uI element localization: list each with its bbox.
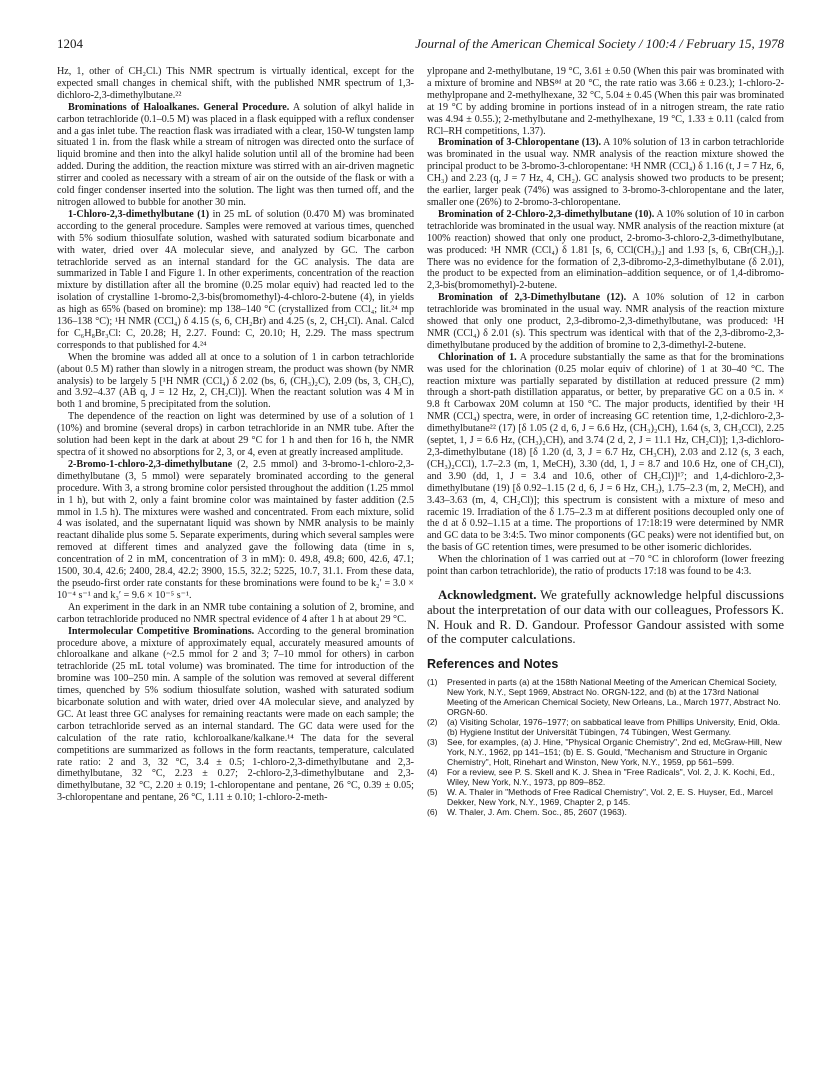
- reference-item: (4) For a review, see P. S. Skell and K. J. Shea in "Free Radicals", Vol. 2, J. K. Kochi, Ed., Wiley, New York, N.Y., 1973, pp 809–852.: [427, 767, 775, 788]
- paragraph: When the chlorination of 1 was carried out at −70 °C in chloroform (lower freezing point than carbon tetrachloride), the ratio of products 17:18 was found to be 4:3.: [427, 554, 784, 578]
- reference-item: (1) Presented in parts (a) at the 158th National Meeting of the American Chemical Society, New York, N.Y., Sept 1969, Abstract No. ORGN-122, and (b) at the 173rd National Meeting of the American Chemical Society, New Orleans, La., March 1977, Abstract No. ORGN-60.: [427, 677, 781, 718]
- journal-running-title: Journal of the American Chemical Society / 100:4 / February 15, 1978: [415, 36, 784, 51]
- paragraph: Bromination of 2-Chloro-2,3-dimethylbutane (10). A 10% solution of 10 in carbon tetrachloride was brominated in the usual way. NMR analysis of the reaction mixture (at 100% reaction) showed that only one product, 2-bromo-3-chloro-2,3-dimethylbutane, was produced: ¹H NMR (CCl₄) δ 1.81 [s, 6, CCl(CH₃)₂] and 1.93 [s, 6, CBr(CH₃)₂]. There was no evidence for the formation of 2,3-dibromo-2,3-dimethylbutane (δ 2.01), the product to be expected from an elimination–addition sequence, or of 1,4-dibromo-2,3-bis(bromomethyl)-2-butene.: [427, 208, 785, 292]
- paragraph: The dependence of the reaction on light was determined by use of a solution of 1 (10%) and bromine (several drops) in carbon tetrachloride in an NMR tube. After the solution had been kept in the dark at about 29 °C for 1 h and then for 16 h, the NMR spectra of it showed no absorptions for 2, 3, or 4, even at greatly increased amplitude.: [57, 411, 414, 458]
- reference-item: (3) See, for examples, (a) J. Hine, "Physical Organic Chemistry", 2nd ed, McGraw-Hill, New York, N.Y., 1962, pp 141–151; (b) E. S. Gould, "Mechanism and Structure in Organic Chemistry", Holt, Rinehart and Winston, New York, N.Y., 1959, pp 561–599.: [427, 737, 782, 768]
- paragraph: Hz, 1, other of CH₂Cl.) This NMR spectrum is virtually identical, except for the expected small changes in chemical shift, with the published NMR spectrum of 1,3-dichloro-2,3-dimethylbutane.²²: [57, 66, 414, 101]
- page-header: [57, 36, 784, 56]
- right-column: [427, 66, 784, 817]
- paragraph: Bromination of 3-Chloropentane (13). A 10% solution of 13 in carbon tetrachloride was brominated in the usual way. NMR analysis of the reaction mixture showed the principal product to be 3-bromo-3-chloropentane: ¹H NMR (CCl₄) δ 1.16 (t, J = 7 Hz, 6, CH₃) and 2.23 (q, J = 7 Hz, 4, CH₂). GC analysis showed two products to be present; the earlier, larger peak (74%) was assigned to 3-bromo-3-chloropentane and the later, smaller one (26%) to 2-bromo-3-chloropentane.: [427, 137, 784, 208]
- paragraph: Brominations of Haloalkanes. General Procedure. A solution of alkyl halide in carbon tetrachloride (0.1–0.5 M) was placed in a flask equipped with a reflux condenser and a gas inlet tube. The reaction flask was irradiated with a clear, 150-W tungsten lamp situated 1 in. from the flask while a stream of nitrogen was directed onto the surface of liquid bromine and then into the alkyl halide solution until all of the bromine had been added. During the addition, the reaction mixture was stirred with an air-driven magnetic stirrer and cooled as necessary with a stream of air on the outside of the flask or with a cold finger condenser inserted into the solution. The light was then turned off, and the nitrogen allowed to bubble for another 30 min.: [57, 101, 414, 208]
- paragraph: 2-Bromo-1-chloro-2,3-dimethylbutane (2, 2.5 mmol) and 3-bromo-1-chloro-2,3-dimethylbutane (3, 5 mmol) were separately brominated according to the general procedure. With 3, a strong bromine color persisted throughout the addition (1.25 mmol in 1 h), but with 2, only a faint bromine color was maintained by faster addition (2.5 mmol in 1.5 h). The mixtures were washed and concentrated. From each mixture, solid 4 was isolated, and the supernatant liquid was shown by NMR analysis to be mainly reactant dihalide plus some 5. Separate experiments, during which several samples were removed at different times and analyzed gave the following data (time in s, concentration of 2 in mM, concentration of 3 in mM): 0. 49.8, 49.8; 600, 42.6, 47.1; 1500, 30.4, 42.6; 2400, 28.4, 42.2; 3900, 15.5, 32.2; 5225, 10.7, 31.1. From these data, the pseudo-first order rate constants for these brominations were found to be k₂′ = 3.0 × 10⁻⁴ s⁻¹ and k₃′ = 9.6 × 10⁻⁵ s⁻¹.: [57, 458, 414, 601]
- reference-item: (5) W. A. Thaler in "Methods of Free Radical Chemistry", Vol. 2, E. S. Huyser, Ed., Marcel Dekker, New York, N.Y., 1969, Chapter 2, p 145.: [427, 787, 773, 808]
- left-column: [57, 66, 414, 804]
- paragraph: Intermolecular Competitive Brominations. According to the general bromination procedure above, a mixture of approximately equal, accurately measured amounts of chloroalkane and alkane (~2.5 mmol for 2 and 3; 7–10 mmol for others) in carbon tetrachloride (25 mL total volume) was brominated. The time for introduction of the bromine was 100–250 min. A sample of the solution was removed at several different times, quenched by 5% sodium thiosulfate solution, washed with saturated sodium bicarbonate solution and with water, dried over 4A molecular sieve, and analyzed by GC. At least three GC analyses for remaining reactants were made on each sample; the carbon tetrachloride served as an internal standard. The GC data were used for the calculation of the rate ratio, kchloroalkane/kalkane.¹⁴ The data for the several competitions are summarized as follows in the form reactants, temperature, calculated rate ratio: 2 and 3, 32 °C, 3.4 ± 0.5; 1-chloro-2,3-dimethylbutane and 2,3-dimethylbutane, 32 °C, 2.23 ± 0.27; 2-chloro-2,3-dimethylbutane and 2,3-dimethylbutane, 32 °C, 2.20 ± 0.19; 1-chloropentane and pentane, 26 °C, 0.39 ± 0.05; 3-chloropentane and pentane, 26 °C, 1.11 ± 0.10; 1-chloro-2-meth-: [57, 625, 414, 804]
- references-heading: References and Notes: [427, 657, 559, 672]
- acknowledgment: Acknowledgment. We gratefully acknowledge helpful discussions about the interpretation of our data with our colleagues, Professors K. N. Houk and R. D. Gandour. Professor Gandour assisted with some of the computer calculations.: [427, 587, 784, 647]
- paragraph: ylpropane and 2-methylbutane, 19 °C, 3.61 ± 0.50 (When this pair was brominated with a mixture of bromine and NBS⁸ᵈ at 20 °C, the rate ratio was 3.66 ± 0.23.); 1-chloro-2-methylpropane and 2-methylhexane, 32 °C, 5.04 ± 0.45 (When this pair was brominated at 19 °C by adding bromine in portions instead of in a nitrogen stream, the rate ratio was 4.94 ± 0.55.); 2-methylbutane and 2-methylhexane, 19 °C, 1.33 ± 0.11 (calcd from RCl–RH competitions, 1.37).: [427, 66, 784, 137]
- page-number: 1204: [57, 36, 83, 51]
- paragraph: 1-Chloro-2,3-dimethylbutane (1) in 25 mL of solution (0.470 M) was brominated according to the general procedure. Samples were removed at various times, quenched with 5% sodium thiosulfate solution, washed with saturated sodium bicarbonate and with water, dried over 4A molecular sieve, and analyzed by GC. The carbon tetrachloride served as an internal standard for the GC analysis. The data are summarized in Table I and Figure 1. In other experiments, concentration of the reaction mixture by distillation after all the bromine (0.25 molar equiv) had reacted led to the isolation of crystalline 1-bromo-2,3-bis(bromomethyl)-4-chloro-2-butene (4), in yields as high as 65% (based on bromine): mp 138–140 °C (crystallized from CCl₄; lit.²⁴ mp 136–138 °C); ¹H NMR (CCl₄) δ 4.15 (s, 6, CH₂Br) and 4.25 (s, 2, CH₂Cl). Anal. Calcd for C₆H₈Br₃Cl: C, 20.28; H, 2.27. Found: C, 20.10; H, 2.29. The mass spectrum corresponds to that published for 4.²⁴: [57, 208, 414, 351]
- paragraph: Chlorination of 1. A procedure substantially the same as that for the brominations was used for the chlorination (0.25 molar equiv of chlorine) of 1 at 30–40 °C. The reaction mixture was partially separated by distillation at reduced pressure (2 mm) through a short-path distillation apparatus, or better, by preparative GC on a 0.5 in. × 9.8 ft Carbowax 20M column at 150 °C. The major products, identified by their ¹H NMR (CCl₄) spectra, were, in order of increasing GC retention time, 1,2-dichloro-2,3-dimethylbutane²² (17) [δ 1.05 (2 d, 6, J = 6.6 Hz, (CH₃)₂CH), 1.64 (s, 3, CH₃CCl), 2.25 (septet, 1, J = 6.6 Hz, (CH₃)₂CH), and 3.74 (2 d, 2, J = 11.1 Hz, CH₂Cl)]; 1,3-dichloro-2,3-dimethylbutane (18) [δ 1.20 (d, 3, J = 6.7 Hz, CH₃CH), 2.03 and 2.12 (s, 3 each, (CH₃)₂CCl), 1.7–2.3 (m, 1, MeCH), 3.30 (dd, 1, J = 8.7 and 10.6 Hz, one of CH₂Cl), and 3.90 (dd, 1, J = 3.4 and 10.6, other of CH₂Cl)]¹⁷; and 1,4-dichloro-2,3-dimethylbutane (19) [δ 0.92–1.15 (2 d, 6, J = 6 Hz, CH₃), 1.75–2.3 (m, 2, MeCH), and 3.43–3.63 (m, 4, CH₂Cl)]; this spectrum is consistent with a mixture of meso and racemic 19. Irradiation of the δ 1.75–2.3 m at different positions decoupled only one of the d at δ 0.92–1.15 at a time. The proportions of 17:18:19 were determined by NMR and GC data to be 3:4:5. Two minor components (GC peaks) were not identified but, on the basis of GC retention times, were presumed to be other isomeric dichlorides.: [427, 351, 784, 554]
- paragraph: Bromination of 2,3-Dimethylbutane (12). A 10% solution of 12 in carbon tetrachloride was brominated in the usual way. NMR analysis of the reaction mixture showed that only one product, 2,3-dibromo-2,3-dimethylbutane, was produced: ¹H NMR (CCl₄) δ 2.01 (s). This spectrum was identical with that of the 2,3-dibromo-2,3-dimethylbutane produced by the addition of bromine to 2,3-dimethyl-2-butene.: [427, 292, 784, 351]
- paragraph: An experiment in the dark in an NMR tube containing a solution of 2, bromine, and carbon tetrachloride produced no NMR spectral evidence of 4 after 1 h at about 29 °C.: [57, 601, 414, 625]
- reference-item: (6) W. Thaler, J. Am. Chem. Soc., 85, 2607 (1963).: [427, 807, 627, 818]
- reference-item: (2) (a) Visiting Scholar, 1976–1977; on sabbatical leave from Phillips University, Enid, Okla. (b) Hygiene Institut der Universität Tübingen, 74 Tübingen, West Germany.: [427, 717, 781, 738]
- paragraph: When the bromine was added all at once to a solution of 1 in carbon tetrachloride (about 0.5 M) rather than slowly in a nitrogen stream, the product was shown (by NMR analysis) to be largely 5 [¹H NMR (CCl₄) δ 2.02 (bs, 6, (CH₃)₂C), 2.09 (bs, 3, CH₃C), and 3.92–4.37 (AB q, J = 12 Hz, 2, CH₂Cl)]. When the reactant solution was 4 M in both 1 and bromine, 5 precipitated from the solution.: [57, 351, 414, 411]
